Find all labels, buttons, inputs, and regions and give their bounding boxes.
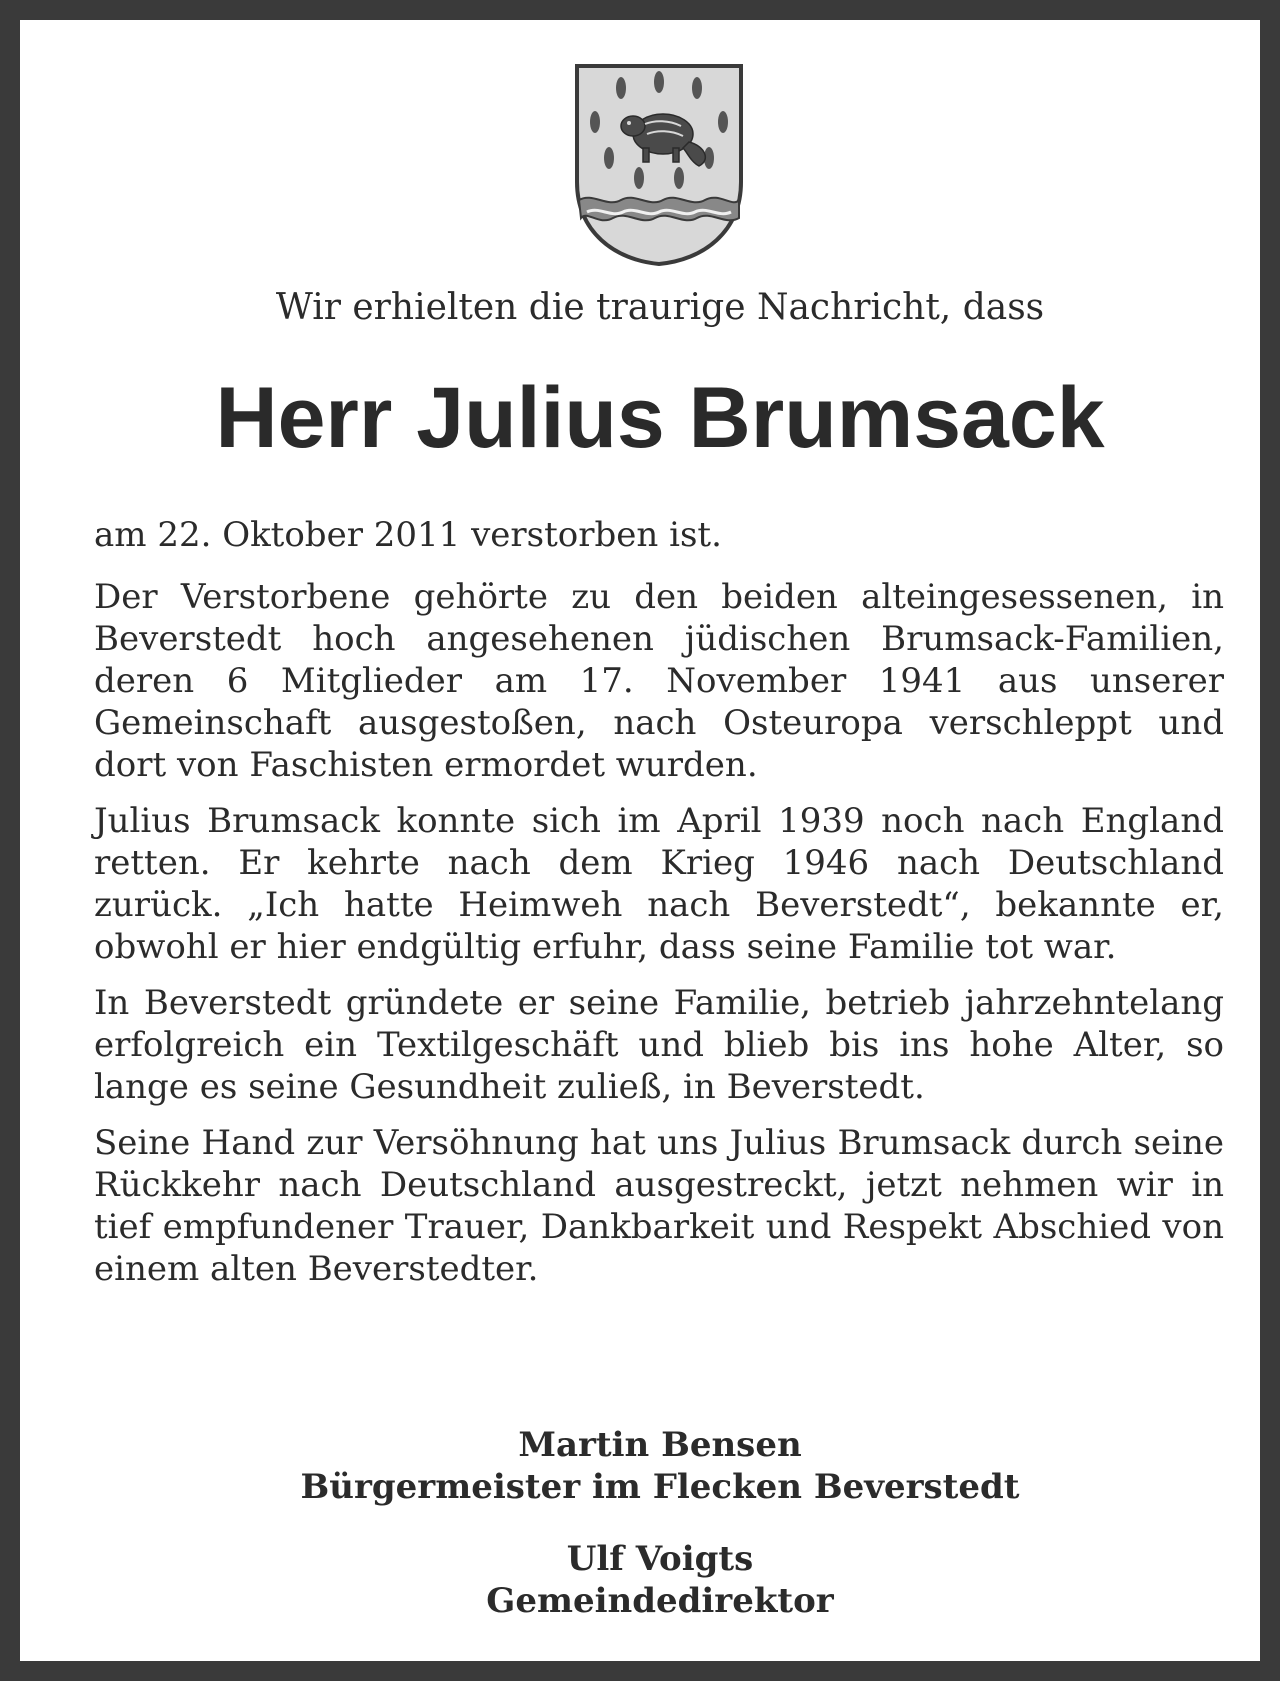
signer-title: Bürgermeister im Flecken Beverstedt [300,1467,1020,1507]
paragraph: Seine Hand zur Versöhnung hat uns Julius Brumsack durch seine Rückkehr nach Deutschland ausgestreckt, jetzt nehmen wir in tief empfundener Trauer, Dankbarkeit und Respekt Abschied von einem alten Beverstedter. [94,1123,1224,1289]
signature-block [20,1424,1280,1508]
signer-name: Ulf Voigts [566,1539,754,1579]
date-of-death-line: am 22. Oktober 2011 verstorben ist. [94,515,722,555]
paragraph: Der Verstorbene gehörte zu den beiden alteingesessenen, in Beverstedt hoch angesehenen jüdischen Brumsack-Familien, deren 6 Mitglieder am 17. November 1941 aus unserer Gemeinschaft ausgestoßen, nach Osteuropa verschleppt und dort von Faschisten ermordet wurden. [94,577,1224,785]
coat-of-arms-beaver-icon [573,62,745,267]
signatures [20,1424,1280,1622]
paragraph: Julius Brumsack konnte sich im April 1939 noch nach England retten. Er kehrte nach dem Krieg 1946 nach Deutschland zurück. „Ich hatte Heimweh nach Beverstedt“, bekannte er, obwohl er hier endgültig erfuhr, dass seine Familie tot war. [94,801,1224,967]
signer-title: Gemeindedirektor [486,1581,834,1621]
signature-block [20,1538,1280,1622]
signer-name: Martin Bensen [518,1425,802,1465]
obituary-text [94,514,1224,1304]
deceased-name: Herr Julius Brumsack [215,370,1105,466]
intro-line: Wir erhielten die traurige Nachricht, dass [275,287,1045,328]
paragraph: In Beverstedt gründete er seine Familie, betrieb jahrzehntelang erfolgreich ein Textilgeschäft und blieb bis ins hohe Alter, so lange es seine Gesundheit zuließ, in Beverstedt. [94,983,1224,1107]
